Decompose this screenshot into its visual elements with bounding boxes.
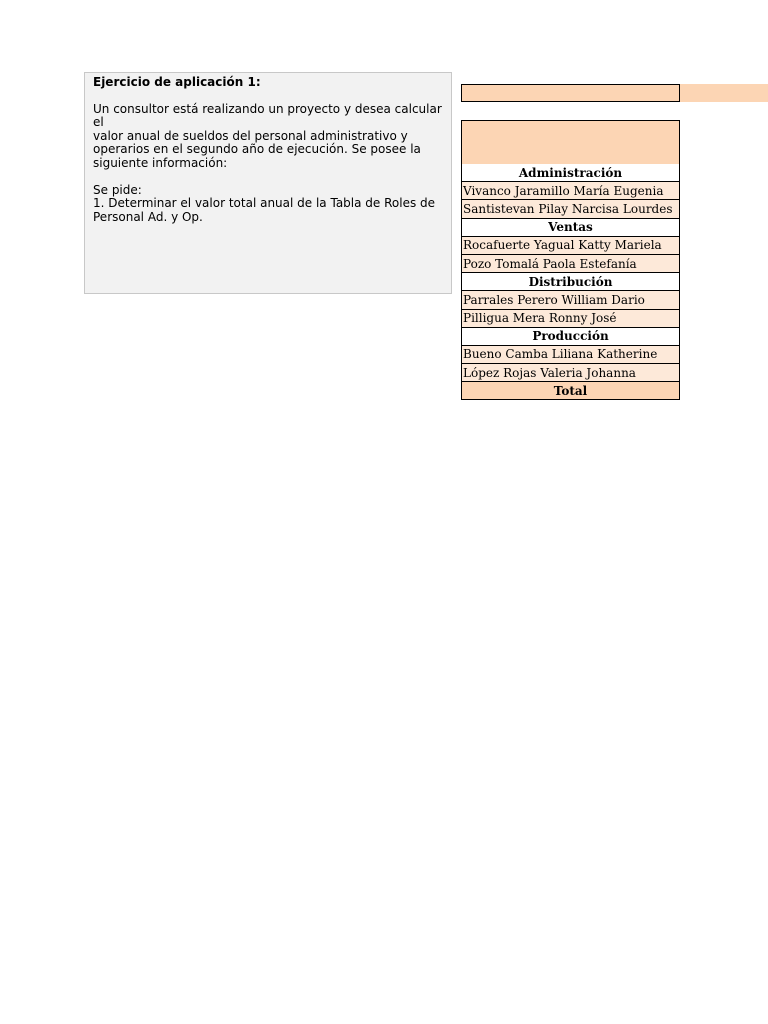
title-cell[interactable]	[461, 84, 680, 102]
table-header-cell[interactable]	[461, 120, 680, 165]
section-row	[462, 273, 680, 291]
employee-name-cell[interactable]: Bueno Camba Liliana Katherine	[462, 345, 680, 363]
description-line: Un consultor está realizando un proyecto y desea calcular el	[93, 101, 442, 129]
exercise-description	[93, 103, 443, 171]
employee-name-cell[interactable]: Pozo Tomalá Paola Estefanía	[462, 254, 680, 272]
roles-sheet	[461, 0, 768, 420]
exercise-ask	[93, 184, 443, 225]
section-produccion[interactable]: Producción	[462, 327, 680, 345]
section-ventas[interactable]: Ventas	[462, 218, 680, 236]
section-distribucion[interactable]: Distribución	[462, 273, 680, 291]
exercise-title: Ejercicio de aplicación 1:	[93, 75, 261, 89]
description-line: valor anual de sueldos del personal administrativo y	[93, 128, 408, 143]
total-label-cell[interactable]: Total	[462, 382, 680, 400]
employee-name-cell[interactable]: Parrales Perero William Dario	[462, 291, 680, 309]
table-row	[462, 364, 680, 382]
ask-line: Se pide:	[93, 182, 142, 197]
section-row	[462, 327, 680, 345]
table-row	[462, 200, 680, 218]
section-administracion[interactable]: Administración	[462, 164, 680, 182]
exercise-textbox[interactable]	[84, 72, 452, 294]
total-row	[462, 382, 680, 400]
employee-name-cell[interactable]: Pilligua Mera Ronny José	[462, 309, 680, 327]
employee-name-cell[interactable]: Santistevan Pilay Narcisa Lourdes	[462, 200, 680, 218]
section-row	[462, 218, 680, 236]
employee-name-cell[interactable]: Vivanco Jaramillo María Eugenia	[462, 182, 680, 200]
description-line: siguiente información:	[93, 155, 228, 170]
employee-name-cell[interactable]: Rocafuerte Yagual Katty Mariela	[462, 236, 680, 254]
ask-line: 1. Determinar el valor total anual de la Tabla de Roles de	[93, 196, 436, 210]
roles-table	[461, 164, 680, 400]
table-row	[462, 309, 680, 327]
ask-line: Personal Ad. y Op.	[93, 209, 203, 224]
table-row	[462, 291, 680, 309]
table-row	[462, 182, 680, 200]
description-line: operarios en el segundo año de ejecución. Se posee la	[93, 142, 421, 156]
table-row	[462, 345, 680, 363]
title-cell-overflow	[680, 84, 768, 102]
employee-name-cell[interactable]: López Rojas Valeria Johanna	[462, 364, 680, 382]
table-row	[462, 236, 680, 254]
table-row	[462, 254, 680, 272]
section-row	[462, 164, 680, 182]
